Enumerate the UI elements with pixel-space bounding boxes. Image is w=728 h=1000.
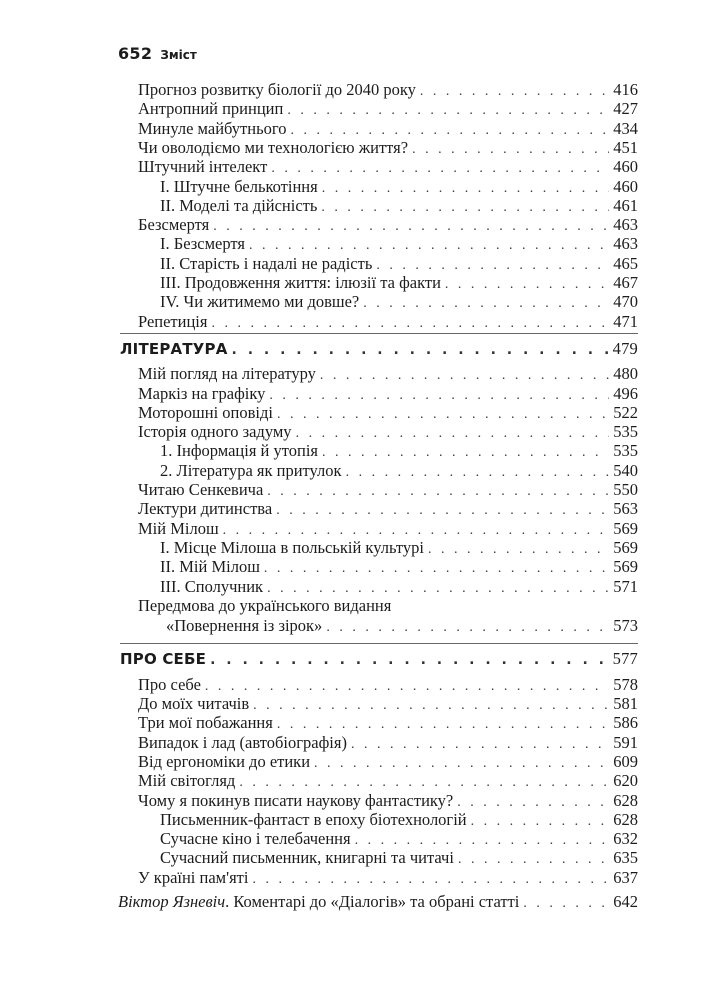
dot-leader (211, 314, 609, 334)
toc-entry-title: Чому я покинув писати наукову фантастику? (138, 790, 454, 810)
toc-entry-page: 479 (612, 338, 638, 358)
toc-entry[interactable] (160, 810, 638, 830)
toc-entry[interactable] (138, 80, 638, 100)
toc-entry-title: Чи оволодіємо ми технологією життя? (138, 137, 409, 157)
toc-entry[interactable] (160, 577, 638, 597)
appendix-title: . Коментарі до «Діалогів» та обрані статті (225, 892, 520, 911)
toc-entry-title: Читаю Сенкевича (138, 480, 264, 499)
toc-entry-title: Антропний принцип (138, 99, 284, 119)
toc-entry[interactable] (138, 868, 638, 888)
toc-entry-title (118, 892, 519, 912)
page-number: 652 (118, 44, 153, 63)
toc-entry-page: 550 (613, 480, 638, 499)
toc-entry-title: Репетиція (138, 311, 208, 331)
running-title: Зміст (160, 48, 197, 62)
toc-entry-title: Лектури дитинства (138, 499, 273, 519)
toc-entry-page: 460 (613, 157, 638, 177)
toc-entry-title: II. Моделі та дійсність (160, 195, 318, 215)
toc-entry-title: До моїх читачів (138, 694, 250, 713)
toc-entry-page: 620 (613, 771, 638, 791)
toc-entry-page: 470 (613, 292, 638, 312)
toc-entry-page: 522 (613, 402, 638, 422)
appendix-author: Віктор Язневіч (118, 892, 226, 911)
toc-entry-title: ПРО СЕБЕ (120, 650, 207, 669)
toc-entry[interactable] (138, 733, 638, 753)
toc-entry-title: Безсмертя (138, 215, 210, 235)
toc-entry-title: Про себе (138, 674, 201, 694)
toc-entry-title: II. Мій Мілош (160, 557, 260, 577)
toc-entry[interactable] (138, 312, 638, 332)
toc-entry[interactable] (138, 675, 638, 695)
toc-entry-page: 637 (613, 867, 638, 887)
toc-entry-title-line: Передмова до українського видання (138, 595, 392, 615)
toc-entry[interactable] (138, 480, 638, 500)
toc-entry[interactable] (160, 254, 638, 274)
toc-entry-page: 573 (613, 616, 638, 636)
toc-entry-title: Минуле майбутнього (138, 118, 287, 138)
toc-entry-title: I. Місце Мілоша в польській культурі (160, 537, 424, 557)
toc-entry[interactable] (160, 461, 638, 481)
toc-entry-title: Маркіз на графіку (138, 383, 266, 403)
toc-entry-title: Три мої побажання (138, 713, 273, 733)
dot-leader (210, 650, 609, 670)
toc-entry[interactable] (138, 99, 638, 119)
toc-entry-title: У країні пам'яті (138, 867, 249, 887)
toc-entry-page: 467 (613, 273, 638, 292)
toc-entry[interactable] (138, 138, 638, 158)
toc-entry-page: 628 (613, 790, 638, 810)
toc-entry-title: Моторошні оповіді (138, 402, 273, 422)
toc-entry-page: 451 (613, 137, 638, 157)
toc-entry-title: III. Сполучник (160, 576, 264, 596)
toc-entry-page: 642 (613, 892, 638, 911)
toc-entry[interactable] (138, 771, 638, 791)
toc-entry[interactable] (160, 234, 638, 254)
toc-entry-title: «Повернення із зірок» (166, 616, 323, 636)
page-header (118, 44, 197, 64)
toc-entry-page: 540 (613, 460, 638, 480)
toc-entry-title: Штучний інтелект (138, 157, 268, 177)
toc-entry-appendix[interactable] (118, 892, 638, 912)
toc-entry-page: 569 (613, 537, 638, 557)
toc-entry[interactable] (138, 119, 638, 139)
section-divider (120, 643, 638, 644)
toc-entry-page: 460 (613, 176, 638, 196)
toc-entry[interactable] (160, 177, 638, 197)
toc-entry-page: 569 (613, 557, 638, 577)
toc-entry[interactable] (160, 557, 638, 577)
section-divider (120, 333, 638, 334)
toc-entry-page: 577 (612, 649, 638, 669)
toc-entry[interactable] (138, 215, 638, 235)
toc-entry-title: 1. Інформація й утопія (160, 441, 318, 461)
toc-entry-title: 2. Література як притулок (160, 460, 342, 480)
toc-entry-page: 465 (613, 253, 638, 273)
toc-entry-title: I. Штучне белькотіння (160, 176, 318, 196)
toc-entry-page: 563 (613, 499, 638, 519)
toc-entry[interactable] (138, 422, 638, 442)
toc-entry-page: 480 (613, 364, 638, 384)
toc-entry[interactable] (138, 752, 638, 772)
toc-entry[interactable] (138, 364, 638, 384)
toc-entry[interactable] (138, 791, 638, 811)
toc-entry-page: 427 (613, 99, 638, 119)
toc-entry[interactable] (138, 384, 638, 404)
toc-entry[interactable] (138, 403, 638, 423)
toc-entry-page: 535 (613, 422, 638, 442)
toc-entry-page: 591 (613, 732, 638, 752)
toc-entry-page: 434 (613, 118, 638, 138)
toc-entry-page: 535 (613, 441, 638, 461)
toc-entry-page: 496 (613, 383, 638, 403)
dot-leader (232, 340, 609, 360)
toc-entry-page: 581 (613, 694, 638, 713)
toc-entry-page: 571 (613, 576, 638, 596)
toc-entry[interactable] (160, 538, 638, 558)
toc-entry-title: Мій світогляд (138, 771, 236, 791)
toc-entry-title: Історія одного задуму (138, 422, 292, 442)
toc-entry[interactable] (138, 519, 638, 539)
toc-entry[interactable] (160, 441, 638, 461)
toc-entry-title: IV. Чи житимемо ми довше? (160, 292, 360, 312)
dot-leader (523, 894, 609, 914)
toc-entry-page: 635 (613, 848, 638, 868)
toc-entry-page: 632 (613, 829, 638, 849)
toc-entry[interactable] (160, 273, 638, 293)
toc-entry-title: Сучасний письменник, книгарні та читачі (160, 848, 454, 868)
toc-entry[interactable] (138, 713, 638, 733)
toc-entry-page: 578 (613, 674, 638, 694)
toc-entry-title: III. Продовження життя: ілюзії та факти (160, 273, 441, 292)
toc-section-heading[interactable] (120, 649, 638, 669)
toc-entry-title: Сучасне кіно і телебачення (160, 829, 351, 849)
toc-entry-page: 609 (613, 751, 638, 771)
toc-entry-title: Випадок і лад (автобіографія) (138, 732, 347, 752)
toc-entry-title: Мій Мілош (138, 518, 219, 538)
toc-entry[interactable] (138, 694, 638, 714)
toc-entry-title: Письменник-фантаст в епоху біотехнологій (160, 809, 467, 829)
toc-entry-title: Прогноз розвитку біології до 2040 року (138, 80, 416, 99)
toc-entry[interactable] (138, 499, 638, 519)
toc-entry-title: Мій погляд на літературу (138, 364, 316, 384)
toc-entry[interactable] (160, 196, 638, 216)
toc-entry-page: 628 (613, 809, 638, 829)
toc-entry-page: 586 (613, 713, 638, 733)
toc-section-heading[interactable] (120, 339, 638, 359)
dot-leader (252, 870, 609, 890)
toc-entry-title: Від ергономіки до етики (138, 751, 311, 771)
toc-entry[interactable] (166, 616, 638, 636)
toc-entry-title: II. Старість і надалі не радість (160, 253, 373, 273)
toc-entry-page: 416 (613, 80, 638, 99)
toc-entry-title: I. Безсмертя (160, 234, 245, 254)
toc-entry-page: 569 (613, 518, 638, 538)
toc-entry[interactable] (160, 848, 638, 868)
toc-entry-page: 461 (613, 195, 638, 215)
toc-entry-page: 463 (613, 234, 638, 254)
dot-leader (326, 618, 609, 638)
toc-entry[interactable] (160, 829, 638, 849)
toc-entry-page: 471 (613, 311, 638, 331)
toc-entry-page: 463 (613, 215, 638, 235)
toc-entry[interactable] (160, 292, 638, 312)
toc-entry[interactable] (138, 157, 638, 177)
toc-entry-title: ЛІТЕРАТУРА (120, 339, 228, 358)
